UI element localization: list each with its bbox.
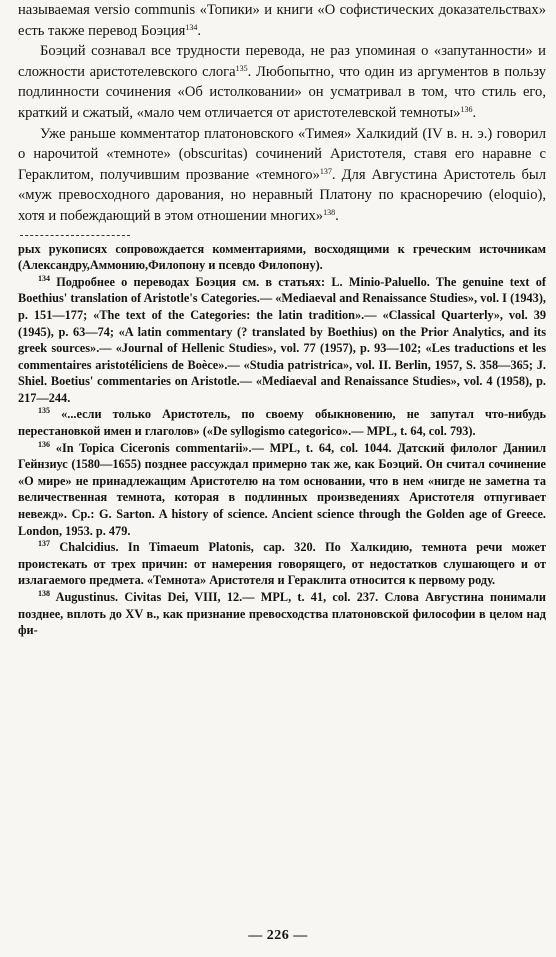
footnote-134-text: Подробнее о переводах Боэция см. в статьях: L. Minio-Paluello. The genuine text of Boethius' translation of Aristotle's Categories.— «Mediaeval and Renaissance Studies», vol. I (1943), p. 151—177; «The text of the Categories: the latin tradition».— «Classical Quarterly», vol. 39 (1945), p. 63—74; «A latin commentary (? translated by Boethius) on the Prior Analytics, and its greek sources».— «Journal of Hellenic Studies», vol. 77 (1957), p. 93—102; «Les traductions et les commentaires aristotéliciens de Boèce».— «Studia patristrica», vol. II. Berlin, 1957, S. 358—365; J. Shiel. Boetius' commentaries on Aristotle.— «Mediaeval and Renaissance Studies», vol. 4 (1958), p. 217—244. bbox=[18, 274, 546, 405]
note-ref-138[interactable]: 138 bbox=[323, 207, 336, 217]
paragraph-3 bbox=[18, 124, 546, 227]
footnote-138-text: Augustinus. Civitas Dei, VIII, 12.— MPL, t. 41, col. 237. Слова Августина понимали позднее, вплоть до XV в., как признание превосходства платоновской философии в целом над фи- bbox=[18, 590, 546, 638]
main-text bbox=[18, 0, 546, 227]
footnote-137-number: 137 bbox=[38, 539, 50, 549]
paragraph-3-end: . bbox=[335, 207, 339, 224]
paragraph-2-text-b: . Любопытно, что один из аргументов в пользу подлинности сочинения «Об истолковании» он усматривал в том, что стиль его, краткий и сжатый, «мало чем отличается от аристотелевской темноты» bbox=[18, 63, 546, 121]
paragraph-2 bbox=[18, 41, 546, 123]
footnote-136 bbox=[18, 440, 546, 540]
paragraph-3-text-b: . Для Августина Аристотель был «муж превосходного дарования, но неравный Платону по красноречию (eloquio), хотя и побеждающий в этом отношении многих» bbox=[18, 166, 547, 224]
footnote-137-text: Chalcidius. In Timaeum Platonis, cap. 320. По Халкидию, темнота речи может проистекать от трех причин: от намерения говорящего, от недостатков слушающего и от излагаемого предмета. «Темнота» Аристотеля и Гераклита относится к первому роду. bbox=[18, 540, 546, 588]
page-number: — 226 — bbox=[248, 928, 308, 943]
note-ref-135[interactable]: 135 bbox=[235, 63, 248, 73]
footnote-135-text: «...если только Аристотель, по своему обыкновению, не запутал что-нибудь перестановкой имен и глаголов» («De syllogismo categorico».— MPL, t. 64, col. 793). bbox=[18, 407, 546, 439]
footnote-separator bbox=[20, 235, 130, 236]
note-ref-134[interactable]: 134 bbox=[185, 22, 198, 32]
footnote-136-text: «In Topica Ciceronis commentarii».— MPL, t. 64, col. 1044. Датский филолог Даниил Гейнзиус (1580—1655) позднее рассуждал примерно так же, как Боэций. Он считал сочинение «О мире» не принадлежащим Аристотелю на том основании, что в нем «нигде не заметна та величественная темнота, которая в подлинных произведениях Аристотеля отпугивает невежд». Ср.: G. Sarton. A history of science. Ancient science through the Golden age of Greece. London, 1953. p. 479. bbox=[18, 440, 546, 538]
footnote-138 bbox=[18, 589, 546, 639]
paragraph-1-end: . bbox=[197, 22, 202, 39]
footnote-134 bbox=[18, 274, 546, 407]
footnote-138-number: 138 bbox=[38, 589, 50, 598]
paragraph-1-text: называемая versio communis «Топики» и книги «О софистических доказательствах» есть также перевод Боэция bbox=[18, 2, 546, 39]
footnote-135 bbox=[18, 406, 546, 439]
paragraph-2-end: . bbox=[472, 104, 477, 121]
footnote-continuation: рых рукописях сопровождается комментариями, восходящими к греческим источникам (Александру,Аммонию,Филопону и псевдо Филопону). bbox=[18, 241, 546, 273]
footnotes bbox=[18, 241, 546, 639]
footnote-134-number: 134 bbox=[38, 273, 50, 283]
paragraph-3-text-a: Уже раньше комментатор платоновского «Тимея» Халкидий (IV в. н. э.) говорил о нарочитой «темноте» (obscuritas) сочинений Аристотеля, ставя его наравне с Гераклитом, получившим прозвание «темного» bbox=[18, 125, 546, 183]
paragraph-2-text-a: Боэций сознавал все трудности перевода, не раз упоминая о «запутанности» и сложности аристотелевского слога bbox=[18, 43, 546, 80]
footnote-135-number: 135 bbox=[38, 406, 50, 416]
paragraph-1 bbox=[18, 0, 546, 41]
footnote-136-number: 136 bbox=[38, 439, 50, 449]
book-page bbox=[18, 0, 546, 639]
note-ref-137[interactable]: 137 bbox=[319, 166, 332, 176]
note-ref-136[interactable]: 136 bbox=[460, 104, 473, 114]
footnote-137 bbox=[18, 539, 546, 589]
